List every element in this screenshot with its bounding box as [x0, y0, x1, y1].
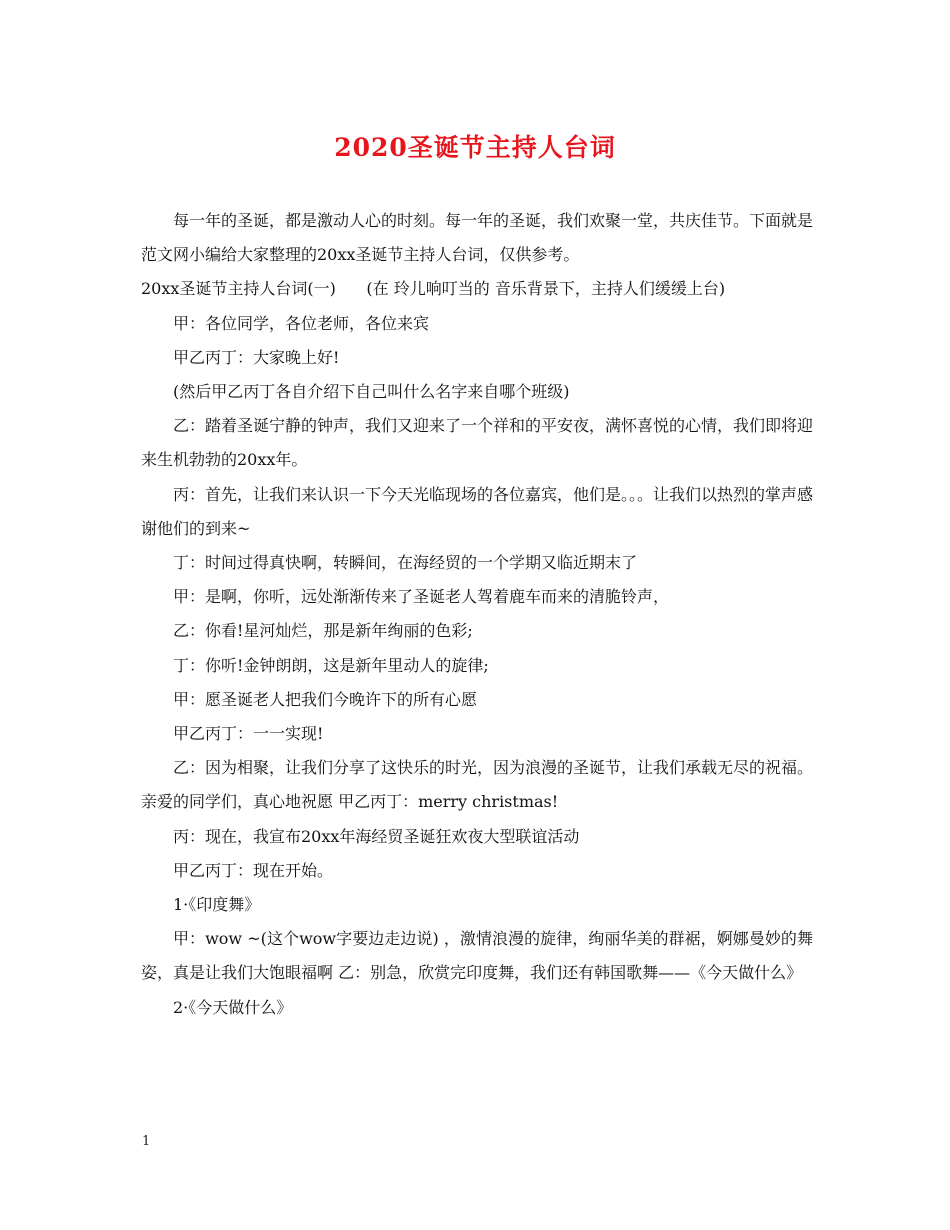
paragraph-line: 乙：你看!星河灿烂，那是新年绚丽的色彩;	[173, 621, 473, 641]
paragraph-line: 丙：首先，让我们来认识一下今天光临现场的各位嘉宾，他们是。。。让我们以热烈的掌声感谢他们的到来~	[141, 484, 814, 538]
paragraph-line: 丁：时间过得真快啊，转瞬间，在海经贸的一个学期又临近期末了	[173, 553, 638, 573]
document-body	[141, 204, 813, 1025]
paragraph-line: 乙：因为相聚，让我们分享了这快乐的时光，因为浪漫的圣诞节，让我们承载无尽的祝福。亲爱的同学们，真心地祝愿 甲乙丙丁：merry christmas!	[141, 758, 814, 812]
page-number: 1	[142, 1134, 151, 1149]
paragraph-line: 乙：踏着圣诞宁静的钟声，我们又迎来了一个祥和的平安夜，满怀喜悦的心情，我们即将迎来生机勃勃的20xx年。	[141, 416, 814, 470]
paragraph-line: 甲乙丙丁：现在开始。	[173, 860, 334, 880]
paragraph-section-heading: 20xx圣诞节主持人台词(一) (在 玲儿响叮当的 音乐背景下，主持人们缓缓上台)	[141, 279, 726, 299]
paragraph-intro: 每一年的圣诞，都是激动人心的时刻。每一年的圣诞，我们欢聚一堂，共庆佳节。下面就是范文网小编给大家整理的20xx圣诞节主持人台词，仅供参考。	[141, 211, 814, 265]
paragraph-line: 甲乙丙丁：一一实现!	[173, 724, 324, 744]
paragraph-line: 甲乙丙丁：大家晚上好!	[173, 347, 340, 367]
paragraph-line: 甲：wow ~(这个wow字要边走边说) ，激情浪漫的旋律，绚丽华美的群裾，婀娜曼妙的舞姿，真是让我们大饱眼福啊 乙：别急，欣赏完印度舞，我们还有韩国歌舞——《今天做什么》	[141, 929, 813, 983]
paragraph-line: 甲：各位同学，各位老师，各位来宾	[173, 313, 430, 333]
program-item: 1·《印度舞》	[173, 895, 261, 915]
paragraph-line: (然后甲乙丙丁各自介绍下自己叫什么名字来自哪个班级)	[173, 382, 570, 402]
paragraph-line: 甲：是啊，你听，远处渐渐传来了圣诞老人驾着鹿车而来的清脆铃声，	[173, 587, 670, 607]
paragraph-line: 甲：愿圣诞老人把我们今晚许下的所有心愿	[173, 689, 478, 709]
paragraph-line: 丙：现在，我宣布20xx年海经贸圣诞狂欢夜大型联谊活动	[173, 826, 580, 846]
document-title: 2020圣诞节主持人台词	[334, 133, 616, 162]
paragraph-line: 丁：你听!金钟朗朗，这是新年里动人的旋律;	[173, 655, 489, 675]
program-item: 2·《今天做什么》	[173, 997, 293, 1017]
